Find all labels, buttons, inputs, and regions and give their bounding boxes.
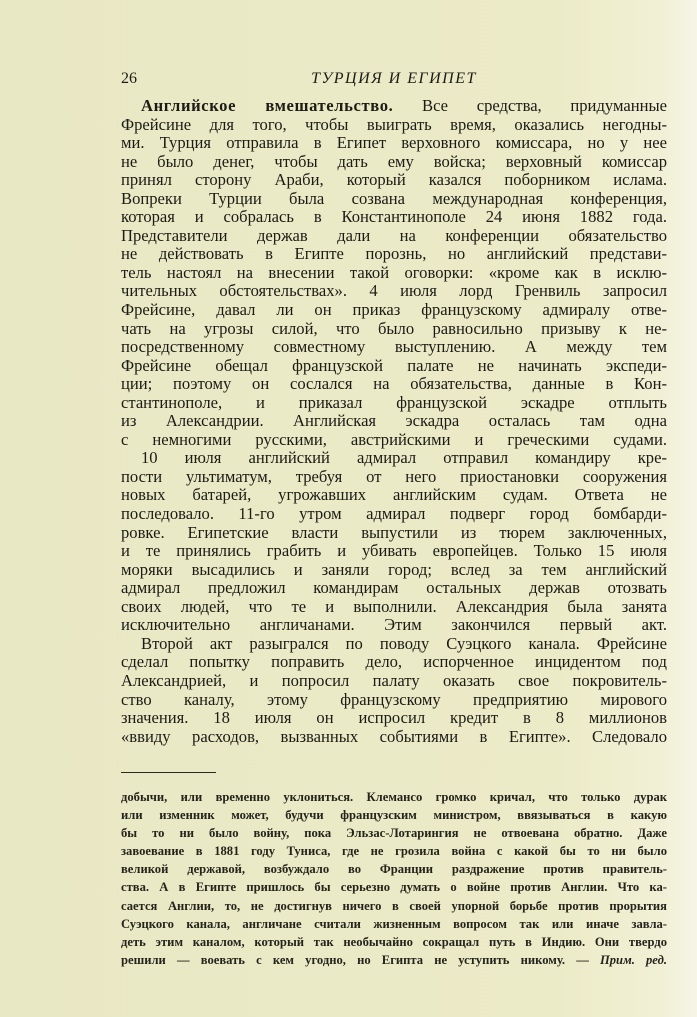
text-line: из Александрии. Английская эскадра осталась там одна xyxy=(121,411,667,431)
text-line: пости ультиматум, требуя от него приостановки сооружения xyxy=(121,466,667,486)
text-line: «ввиду расходов, вызванных событиями в Египте». Следовало xyxy=(121,726,667,746)
text-line: исключительно англичанами. Этим закончился первый акт. xyxy=(121,615,667,635)
page-number: 26 xyxy=(121,70,137,87)
main-text xyxy=(121,97,667,746)
text-line: Фрейсине обещал французской палате не начинать экспеди- xyxy=(121,355,667,375)
running-title: ТУРЦИЯ И ЕГИПЕТ xyxy=(311,70,477,87)
text-line: не было денег, чтобы дать ему войска; верховный комиссар xyxy=(121,151,667,171)
footnote-line: сается Англии, то, не достигнув ничего в своей упорной борьбе против прорытия xyxy=(121,898,667,913)
text-span: Все средства, придуманные xyxy=(393,96,667,115)
text-line: не действовать в Египте порознь, но английский представи- xyxy=(121,244,667,264)
text-line: ство каналу, этому французскому предприятию мирового xyxy=(121,689,667,709)
text-line: последовало. 11-го утром адмирал подверг город бомбарди- xyxy=(121,504,667,524)
text-line: сделал попытку поправить дело, испорченное инцидентом под xyxy=(121,652,667,672)
text-line: Александрией, и попросил палату оказать свое покровитель- xyxy=(121,670,667,690)
footnote-line: Суэцкого канала, англичане считали жизненным вопросом так или иначе завла- xyxy=(121,916,667,931)
text-line xyxy=(121,97,667,116)
footnote-line: завоевание в 1881 году Туниса, где не грозила война с какой бы то ни было xyxy=(121,844,667,859)
text-line: тель настоял на внесении такой оговорки: «кроме как в исклю- xyxy=(121,262,667,282)
footnote-line: добычи, или временно уклониться. Клемансо громко кричал, что только дурак xyxy=(121,790,667,804)
text-line: ми. Турция отправила в Египет верховного комиссара, но у нее xyxy=(121,133,667,153)
footnote-line: бы то ни было войну, пока Эльзас-Лотарингия не отвоевана обратно. Даже xyxy=(121,826,667,841)
text-line: ции; поэтому он сослался на обязательства, данные в Кон- xyxy=(121,374,667,394)
text-line: 10 июля английский адмирал отправил командиру кре- xyxy=(141,448,667,468)
footnote-line xyxy=(121,951,667,969)
text-line: посредственному совместному выступлению. А между тем xyxy=(121,337,667,357)
paragraph-3 xyxy=(121,635,667,746)
text-line: и те принялись грабить и убивать европейцев. Только 15 июля xyxy=(121,541,667,561)
text-line: стантинополе, и приказал французской эскадре отплыть xyxy=(121,392,667,412)
paragraph-1 xyxy=(121,116,667,450)
text-line: ровке. Египетские власти выпустили из тюрем заключенных, xyxy=(121,522,667,542)
text-line: Фрейсине для того, чтобы выиграть время, оказались негодны- xyxy=(121,114,667,134)
text-line: своих людей, что те и выполнили. Александрия была занята xyxy=(121,596,667,616)
text-line: чать на угрозы силой, что было равносильно призыву к не- xyxy=(121,318,667,338)
footnote-line: деть этим каналом, который так необычайно сокращал путь в Индию. Они твердо xyxy=(121,934,667,949)
text-line: с немногими русскими, австрийскими и греческими судами. xyxy=(121,429,667,449)
text-line: Представители держав дали на конференции обязательство xyxy=(121,225,667,245)
section-heading: Английское вмешательство. xyxy=(141,96,394,115)
footnote-line: великой державой, возбуждало во Франции раздражение против правитель- xyxy=(121,862,667,877)
text-line: Фрейсине, давал ли он приказ французскому адмиралу отве- xyxy=(121,300,667,320)
text-line: Вопреки Турции была созвана международная конференция, xyxy=(121,188,667,208)
paragraph-2 xyxy=(121,449,667,634)
text-line: Второй акт разыгрался по поводу Суэцкого канала. Фрейсине xyxy=(141,633,667,653)
text-line: которая и собралась в Константинополе 24 июня 1882 года. xyxy=(121,207,667,227)
text-line: значения. 18 июля он испросил кредит в 8 миллионов xyxy=(121,708,667,728)
text-line: адмирал предложил командирам остальных держав отозвать xyxy=(121,578,667,598)
footnote-divider xyxy=(121,772,216,773)
footnote-line: или изменник может, будучи французским министром, ввязываться в какую xyxy=(121,808,667,823)
editor-note: Прим. ред. xyxy=(599,952,667,967)
footnote-line: ства. А в Египте пришлось бы серьезно думать о войне против Англии. Что ка- xyxy=(121,880,667,895)
text-line: моряки высадились и заняли город; вслед за тем английский xyxy=(121,559,667,579)
text-line: чительных обстоятельствах». 4 июля лорд Гренвиль запросил xyxy=(121,281,667,301)
text-span: решили — воевать с кем угодно, но Египта не уступить никому. — xyxy=(121,952,600,967)
footnote xyxy=(121,788,667,969)
text-line: принял сторону Араби, который казался поборником ислама. xyxy=(121,170,667,190)
text-line: новых батарей, угрожавших английским судам. Ответа не xyxy=(121,485,667,505)
